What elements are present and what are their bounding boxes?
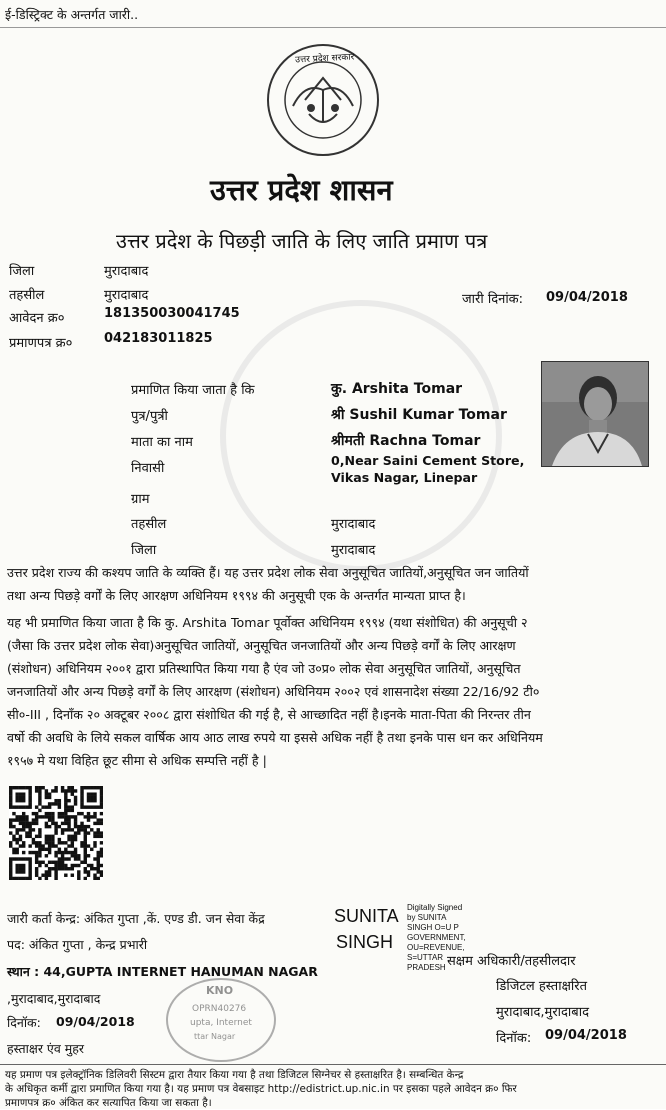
applicant-photo [541,361,649,467]
statement-line: वर्षो की अवधि के लिये सकल वार्षिक आय आठ लाख रुपये या इससे अधिक नहीं है तथा इनके पास धन कर अधिनियम [7,730,543,745]
emblem-text: उत्तर प्रदेश सरकार [294,52,355,66]
top-rule [0,27,666,28]
certificate-label: प्रमाणपत्र क्र० [9,336,73,351]
father-name: श्री Sushil Kumar Tomar [331,407,507,423]
stamp-line: KNO [206,984,234,997]
authority-date: 09/04/2018 [545,1028,627,1043]
footer-rule [0,1064,666,1065]
issuer-center: जारी कर्ता केन्द्र: अंकित गुप्ता ,कें. एण्ड डी. जन सेवा केंद्र [7,911,265,926]
signature-detail-line: by SUNITA [407,913,447,922]
caste-statement-line: उत्तर प्रदेश राज्य की कश्यप जाति के व्यक्ति हैं। यह उत्तर प्रदेश लोक सेवा अनुसूचित जातियों,अनुसूचित जन जातियों [7,565,529,580]
signature-detail-line: S=UTTAR [407,953,444,962]
application-label: आवेदन क्र० [9,311,65,326]
certificate-title: उत्तर प्रदेश के पिछड़ी जाति के लिए जाति प्रमाण पत्र [116,229,488,253]
top-note: ई-डिस्ट्रिक्ट के अन्तर्गत जारी.. [5,7,139,22]
district-value: मुरादाबाद [104,264,149,279]
address-line-2: Vikas Nagar, Linepar [331,470,478,485]
footer-line: प्रमाणपत्र क्र० अंकित कर सत्यापित किया जा सकता है। [5,1097,212,1109]
issuer-date-label: दिनॉक: [7,1015,41,1030]
issue-date-value: 09/04/2018 [546,290,628,305]
mother-name: श्रीमती Rachna Tomar [331,433,481,449]
caste-statement-line: तथा अन्य पिछड़े वर्गों के लिए आरक्षण अधिनियम १९९४ की अनुसूची एक के अन्तर्गत मान्यता प्राप्त है। [7,588,466,603]
footer-note [5,1068,517,1110]
authority-date-label: दिनॉक: [496,1031,532,1046]
application-number: 181350030041745 [104,306,240,321]
issuer-date: 09/04/2018 [56,1014,135,1029]
signature-detail-line: Digitally Signed [407,903,463,912]
detail-district-label: जिला [131,543,157,558]
mother-label: माता का नाम [131,435,193,450]
signature-seal-label: हस्ताक्षर एंव मुहर [7,1041,84,1056]
issuer-city: ,मुरादाबाद,मुरादाबाद [7,991,101,1006]
statement-line: (संशोधन) अधिनियम २००१ द्वारा प्रतिस्थापित किया गया है एंव जो उ०प्र० लोक सेवा अनुसूचित जातियों, अनुसूचित [7,661,521,676]
signature-detail-line: SINGH O=U P [407,923,459,932]
statement-line: १९५७ मे यथा विहित छूट सीमा से अधिक सम्पत्ति नहीं है | [7,753,267,768]
detail-tehsil-value: मुरादाबाद [331,517,376,532]
child-of-label: पुत्र/पुत्री [131,409,168,424]
signature-detail-line: OU=REVENUE, [407,943,465,952]
issuer-post: पद: अंकित गुप्ता , केन्द्र प्रभारी [7,937,148,952]
tehsil-label: तहसील [9,288,45,303]
stamp-line: ttar Nagar [194,1032,236,1041]
district-label: जिला [9,264,35,279]
authority-title: सक्षम अधिकारी/तहसीलदार [447,954,576,969]
signature-detail-line: PRADESH [407,963,446,972]
caste-statement [7,561,529,607]
certified-label: प्रमाणित किया जाता है कि [131,383,255,398]
certificate-number: 042183011825 [104,331,213,346]
up-state-emblem [265,42,381,158]
digital-signer-name-1: SUNITA [334,906,399,926]
stamp-line: upta, Internet [190,1018,252,1028]
digital-signer-name-2: SINGH [336,932,394,952]
stamp-line: OPRN40276 [192,1004,247,1014]
village-label: ग्राम [131,492,150,507]
authority-place: मुरादाबाद,मुरादाबाद [496,1005,589,1020]
statement-line: जनजातियों और अन्य पिछड़े वर्गों के लिए आरक्षण (संशोधन) अधिनियम २००२ एवं शासनादेश संख्या 22/16/92 टी० [7,684,540,699]
statement-line: (जैसा कि उत्तर प्रदेश लोक सेवा)अनुसूचित जातियों, अनुसूचित जनजातियों और अन्य पिछड़े वर्गों के लिए आरक्षण [7,638,516,653]
verification-qr-code [9,786,103,880]
issuer-place: स्थान : 44,GUPTA INTERNET HANUMAN NAGAR [7,964,318,979]
applicant-name: कु. Arshita Tomar [331,381,463,397]
page-heading: उत्तर प्रदेश शासन [210,173,393,207]
address-line-1: 0,Near Saini Cement Store, [331,453,525,468]
authority-digital-sign: डिजिटल हस्ताक्षरित [496,979,587,994]
tehsil-value: मुरादाबाद [104,288,149,303]
detail-district-value: मुरादाबाद [331,543,376,558]
issue-date-label: जारी दिनांक: [462,292,524,307]
footer-line: के अधिकृत कर्मी द्वारा प्रमाणित किया गया है। यह प्रमाण पत्र वेबसाइट http://edistrict.up.nic.in पर इसका पहले आवेदन क्र० फिर [5,1083,517,1095]
footer-line: यह प्रमाण पत्र इलेक्ट्रॉनिक डिलिवरी सिस्टम द्वारा तैयार किया गया है तथा डिजिटल सिग्नेचर से हस्ताक्षरित है। सम्बन्धित केन्द्र [5,1069,464,1081]
creamy-layer-statement [7,611,543,772]
statement-line: सी०-III , दिनाँक २० अक्टूबर २००८ द्वारा संशोधित की गई है, से आच्छादित नहीं है।इनके माता-पिता की निरन्तर तीन [7,707,531,722]
center-rubber-stamp [166,978,276,1062]
detail-tehsil-label: तहसील [131,517,167,532]
signature-detail-line: GOVERNMENT, [407,933,466,942]
statement-line: यह भी प्रमाणित किया जाता है कि कु. Arshita Tomar पूर्वोक्त अधिनियम १९९४ (यथा संशोधित) की अनुसूची २ [7,615,528,630]
resident-label: निवासी [131,461,165,476]
